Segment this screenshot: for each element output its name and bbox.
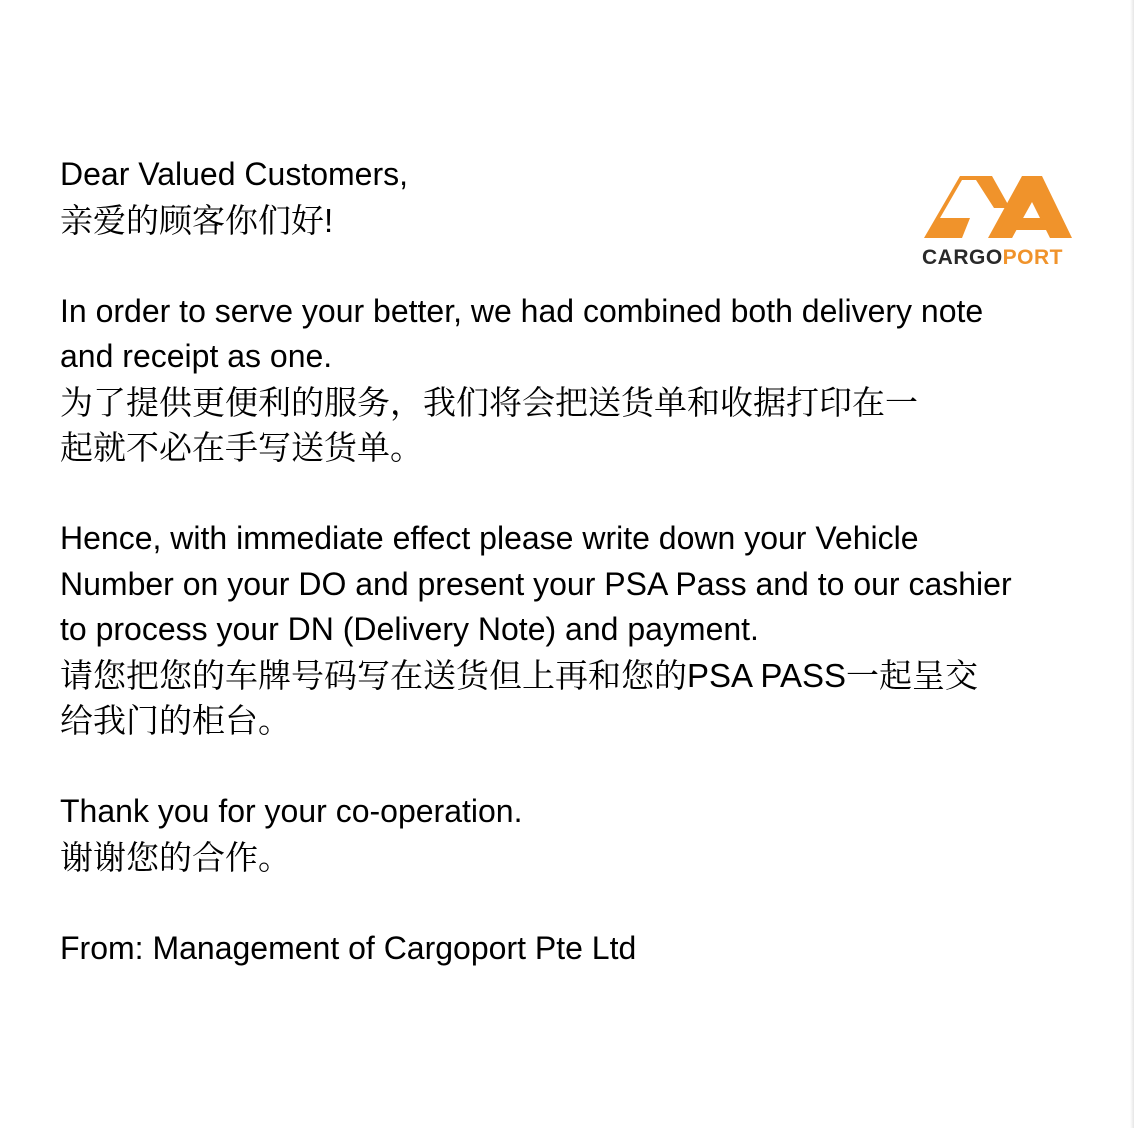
spacer [60,880,1080,926]
paragraph-instructions [60,516,1080,744]
paragraph1-en-line: In order to serve your better, we had combined both delivery note [60,292,984,329]
paragraph2-cn-line: 请您把您的车牌号码写在送货但上再和您的PSA PASS一起呈交 [60,656,978,694]
paragraph2-cn-line: 给我门的柜台。 [60,702,291,739]
closing-en: Thank you for your co-operation. [60,793,523,829]
closing-cn: 谢谢您的合作。 [60,838,291,876]
wordmark-port: PORT [1002,246,1064,269]
greeting-en: Dear Valued Customers, [60,156,408,192]
paragraph2-en-line: Hence, with immediate effect please write down your Vehicle [60,520,919,556]
spacer [60,243,1080,289]
paragraph1-en-line: and receipt as one. [60,338,333,374]
paragraph2-en-line: to process your DN (Delivery Note) and payment. [60,611,759,647]
paragraph1-cn-line: 起就不必在手写送货单。 [60,429,423,466]
paragraph2-en-line: Number on your DO and present your PSA Pass and to our cashier [60,565,1012,602]
wordmark-cargo: CARGO [922,246,1003,269]
signature [60,926,1080,972]
notice-body [60,152,1080,971]
page-edge [1130,0,1134,1128]
paragraph1-cn-line: 为了提供更便利的服务，我们将会把送货单和收据打印在一 [60,383,918,421]
paragraph-combined-note [60,289,1080,471]
spacer [60,744,1080,790]
greeting [60,152,1080,243]
spacer [60,471,1080,517]
signature-line: From: Management of Cargoport Pte Ltd [60,929,637,966]
closing [60,789,1080,880]
greeting-cn: 亲爱的顾客你们好! [60,201,334,239]
